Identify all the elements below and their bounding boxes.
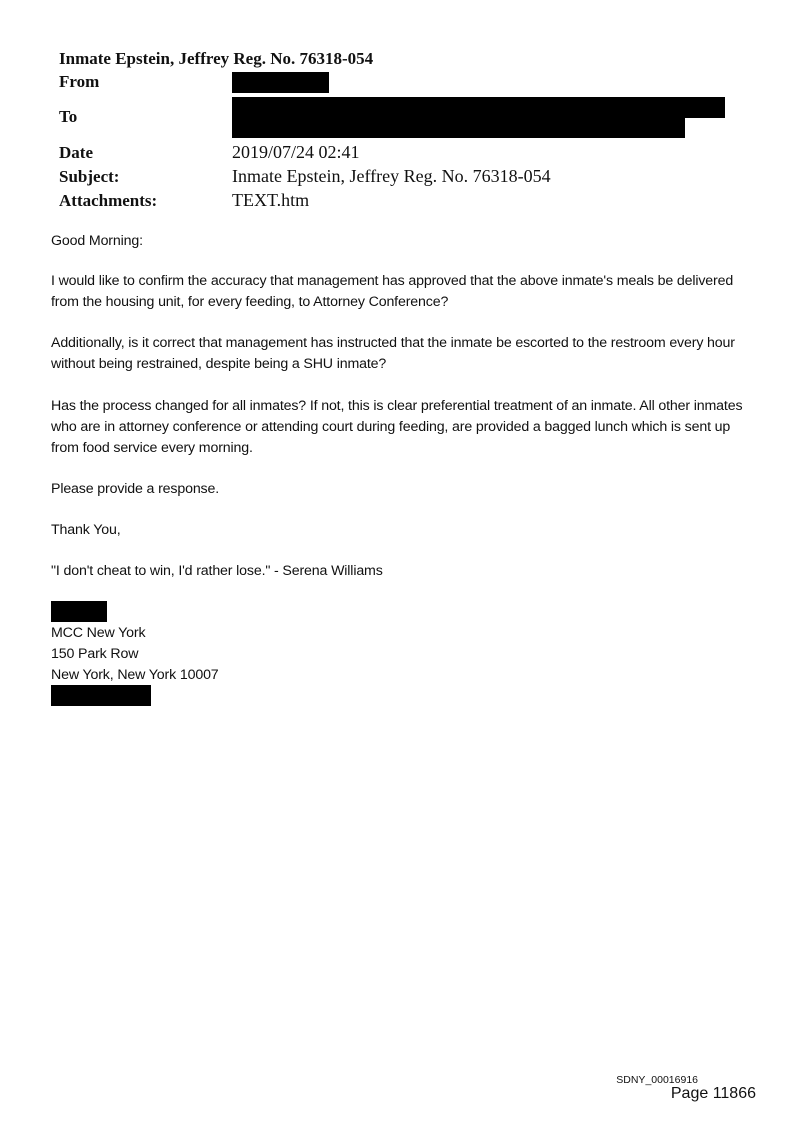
subject-label: Subject: [59, 167, 120, 186]
greeting: Good Morning: [51, 233, 143, 249]
signature-city: New York, New York 10007 [51, 667, 219, 683]
body-paragraph-3: Has the process changed for all inmates? If not, this is clear preferential treatment of an inmate. All other inmates who are in attorney conference or attending court during feeding, are provided a bagged lunch which is sent up from food service every morning. [51, 398, 743, 456]
to-redaction-line-1 [232, 97, 725, 118]
from-label: From [59, 72, 100, 91]
document-title: Inmate Epstein, Jeffrey Reg. No. 76318-054 [59, 49, 374, 68]
attachment-link[interactable]: TEXT.htm [232, 190, 310, 210]
to-label: To [59, 107, 78, 126]
attachments-label: Attachments: [59, 191, 158, 210]
date-label: Date [59, 143, 93, 162]
closing-line: Thank You, [51, 522, 121, 538]
quote-line: "I don't cheat to win, I'd rather lose." - Serena Williams [51, 563, 383, 579]
body-paragraph-2: Additionally, is it correct that management has instructed that the inmate be escorted to the restroom every hour without being restrained, despite being a SHU inmate? [51, 335, 735, 372]
body-paragraph-1: I would like to confirm the accuracy that management has approved that the above inmate's meals be delivered from the housing unit, for every feeding, to Attorney Conference? [51, 273, 734, 310]
from-redaction [232, 72, 329, 93]
signature-phone-redaction [51, 685, 151, 706]
signature-street: 150 Park Row [51, 646, 139, 662]
to-redaction-line-2 [232, 117, 685, 138]
signature-org: MCC New York [51, 625, 146, 641]
request-line: Please provide a response. [51, 481, 220, 497]
date-value: 2019/07/24 02:41 [232, 142, 360, 162]
page-number: Page 11866 [670, 1085, 756, 1102]
signature-name-redaction [51, 601, 107, 622]
subject-value: Inmate Epstein, Jeffrey Reg. No. 76318-054 [232, 166, 551, 186]
bates-number: SDNY_00016916 [616, 1074, 698, 1086]
